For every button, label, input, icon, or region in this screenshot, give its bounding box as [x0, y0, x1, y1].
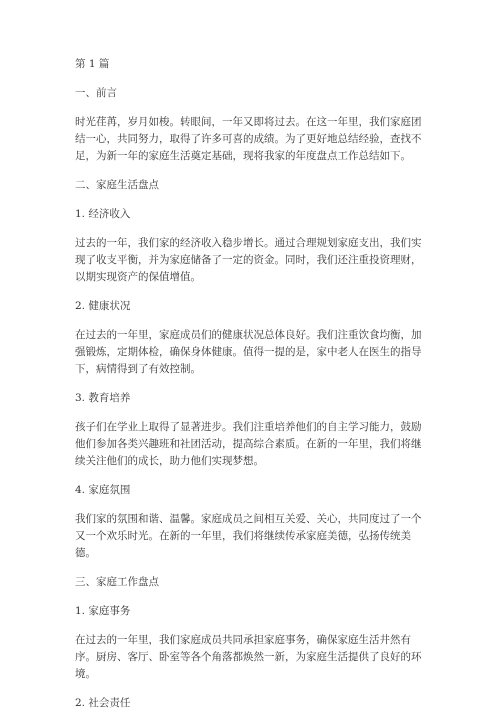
subheading-atmosphere: 4. 家庭氛围	[75, 484, 131, 496]
paragraph-income: 过去的一年，我们家的经济收入稳步增长。通过合理规划家庭支出，我们实现了收支平衡，并为家庭储备了一定的资金。同时，我们还注重投资理财，以期实现资产的保值增值。	[75, 237, 422, 283]
document-body	[75, 56, 430, 724]
subheading-income: 1. 经济收入	[75, 208, 131, 220]
section-heading-family-life: 二、家庭生活盘点	[75, 179, 159, 191]
paragraph-atmosphere: 我们家的氛围和谐、温馨。家庭成员之间相互关爱、关心，共同度过了一个又一个欢乐时光。在新的一年里，我们将继续传承家庭美德，弘扬传统美德。	[75, 513, 422, 559]
subheading-affairs: 1. 家庭事务	[75, 605, 131, 617]
section-heading-preface: 一、前言	[75, 87, 117, 99]
paragraph-health: 在过去的一年里，家庭成员们的健康状况总体良好。我们注重饮食均衡，加强锻炼，定期体检，确保身体健康。值得一提的是，家中老人在医生的指导下，病情得到了有效控制。	[75, 329, 422, 375]
subheading-health: 2. 健康状况	[75, 300, 131, 312]
paragraph-education: 孩子们在学业上取得了显著进步。我们注重培养他们的自主学习能力，鼓励他们参加各类兴趣班和社团活动，提高综合素质。在新的一年里，我们将继续关注他们的成长，助力他们实现梦想。	[75, 421, 422, 467]
subheading-education: 3. 教育培养	[75, 392, 131, 404]
paragraph-preface: 时光荏苒，岁月如梭。转眼间，一年又即将过去。在这一年里，我们家庭团结一心，共同努力，取得了许多可喜的成绩。为了更好地总结经验，查找不足，为新一年的家庭生活奠定基础，现将我家的年度盘点工作总结如下。	[75, 116, 422, 162]
paragraph-affairs: 在过去的一年里，我们家庭成员共同承担家庭事务，确保家庭生活井然有序。厨房、客厅、卧室等各个角落都焕然一新，为家庭生活提供了良好的环境。	[75, 634, 422, 680]
section-title: 第 1 篇	[75, 58, 110, 70]
subheading-social-responsibility: 2. 社会责任	[75, 697, 131, 709]
section-heading-family-work: 三、家庭工作盘点	[75, 576, 159, 588]
